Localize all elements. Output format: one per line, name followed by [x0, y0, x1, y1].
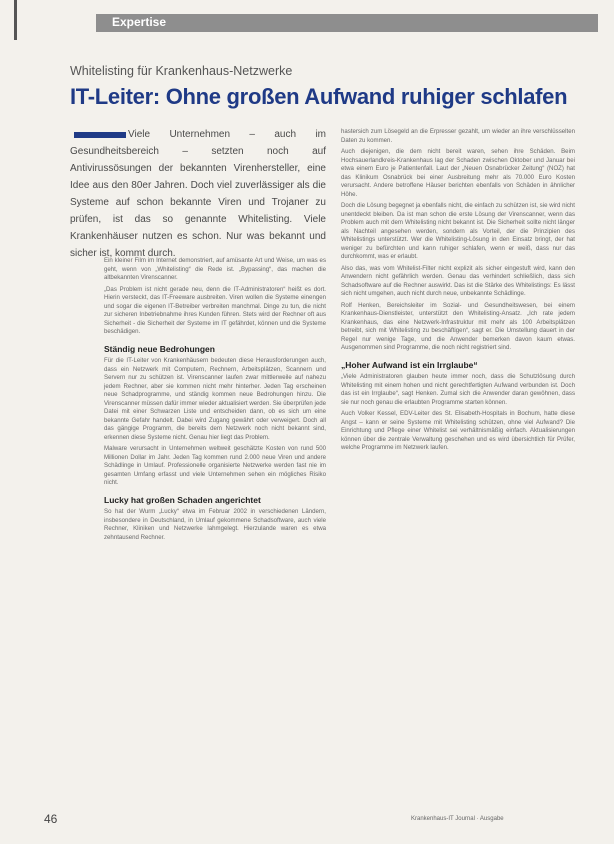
body-column-right	[341, 128, 575, 456]
paragraph: So hat der Wurm „Lucky“ etwa im Februar 2002 in verschiedenen Ländern, insbesondere in Deutschland, in Umlauf gekommene Schadsoftware, auch viele Rechner, Kliniken und Netzwerke lahmgelegt. Hierzulande waren es etwa zehntausend Rechner.	[104, 508, 326, 541]
paragraph: Also das, was vom Whitelist-Filter nicht explizit als sicher eingestuft wird, kann den Anwendern nicht gefährlich werden. Genau das verhindert schließlich, dass sich Schadsoftware auf die Rechner auswirkt. Das ist die Stärke des Whitelistings: Es lässt sich nicht umgehen, auch nicht durch neue, unbekannte Schädlinge.	[341, 264, 575, 297]
paragraph: Doch die Lösung begegnet ja ebenfalls nicht, die einfach zu schützen ist, sie wird nicht unentdeckt bleiben. Da ist man schon die erste Lösung der Virenscanner, wenn das Problem auch mit dem Whitelisting nicht bekannt ist. Die Sicherheit sollte nicht länger als Nachteil angesehen werden, sondern als Vorteil, der die Prinzipien des Whitelistings unterstützt. Wer die Whitelisting-Lösung in den Einsatz bringt, der hat weniger zu befürchten und kann ruhiger schlafen, wenn er weiß, dass nur das durchkommt, was er erlaubt.	[341, 202, 575, 260]
section-label: Expertise	[112, 15, 167, 29]
page-number: 46	[44, 812, 58, 826]
subheading: Ständig neue Bedrohungen	[104, 343, 215, 354]
footer-text: Krankenhaus-IT Journal · Ausgabe	[411, 816, 504, 822]
paragraph: Rolf Henken, Bereichsleiter im Sozial- und Gesundheitswesen, bei einem Krankenhaus-Dienstleister, unterstützt den Whitelisting-Ansatz. „Ich rate jedem Krankenhaus, das eine Netzwerk-Infrastruktur mit mehr als 100 Arbeitsplätzen betreibt, sich mit Whitelisting zu beschäftigen“, sagt er. Die Umstellung dauert in der Regel nur wenige Tage, und die Anwender bemerken davon kaum etwas. Ausgenommen sind Programme, die noch nicht registriert sind.	[341, 301, 575, 351]
subheading: „Hoher Aufwand ist ein Irrglaube“	[341, 359, 478, 370]
margin-rule	[14, 0, 17, 40]
paragraph: hastersich zum Lösegeld an die Erpresser gezahlt, um wieder an ihre verschlüsselten Daten zu kommen.	[341, 128, 575, 144]
paragraph: Auch Volker Kessel, EDV-Leiter des St. Elisabeth-Hospitals in Bochum, hatte diese Angst – kann er seine Systeme mit Whitelisting schützen, ohne viel Aufwand? Die Einrichtung und Pflege einer Whitelist sei verhältnismäßig einfach. Aktualisierungen können über die zentrale Verwaltung geschehen und es wird übersichtlich für Prüfer, welche Programme im Netzwerk laufen.	[341, 410, 575, 451]
paragraph: Ein kleiner Film im Internet demonstriert, auf amüsante Art und Weise, um was es geht, wenn von „Whitelisting“ die Rede ist. „Bypassing“, das machen die altbekannten Virenscanner.	[104, 257, 326, 281]
paragraph: Auch diejenigen, die dem nicht bereit waren, sehen ihre Schäden. Beim Hochsauerlandkreis-Krankenhaus lag der Schaden zwischen Oktober und Januar bei etwa einem Euro je Patientenfall. Laut der „Neuen Osnabrücker Zeitung“ (NOZ) hat das Klinikum Osnabrück bei einer Ausbreitung mehr als 70.000 Euro Kosten verursacht. Andere betroffene Häuser berichten ebenfalls von Schäden in ähnlicher Höhe.	[341, 148, 575, 198]
paragraph: Für die IT-Leiter von Krankenhäusern bedeuten diese Herausforderungen auch, dass ein Netzwerk mit Computern, Rechnern, Arbeitsplätzen, Scannern und Servern nur zu schützen ist. Virenscanner laufen zwar mittlerweile auf nahezu jedem Rechner, aber sie kommen nicht mehr hinterher. Jeden Tag erscheinen neue Schadprogramme, und ständig kommen neue Bedrohungen hinzu. Die Virenscanner müssen dafür immer wieder aktualisiert werden. Sie überprüfen jede Datei mit einer Schwarzen Liste und entscheiden dann, ob es sich um eine bekannte Gefahr handelt. Dabei wird Zugang gewährt oder verweigert. Doch all das gängige Programm, die bereits dem Netzwerk noch nicht bekannt sind, erkennen diese Systeme nicht. Genau hier liegt das Problem.	[104, 357, 326, 441]
subheading: Lucky hat großen Schaden angerichtet	[104, 494, 261, 505]
kicker: Whitelisting für Krankenhaus-Netzwerke	[70, 64, 293, 78]
paragraph: „Viele Administratoren glauben heute immer noch, dass die Schutzlösung durch Whitelisting mit einem hohen und nicht gerechtfertigten Aufwand verbunden ist. Doch das ist ein Irrglaube“, sagt Henken. Zumal sich die Anwender daran gewöhnen, dass sie nur noch genau die erlaubten Programme starten können.	[341, 373, 575, 406]
paragraph: Malware verursacht in Unternehmen weltweit geschätzte Kosten von rund 500 Millionen Dollar im Jahr. Jeden Tag kommen rund 2.000 neue Viren und andere Schädlinge in Umlauf. Professionelle organisierte Netzwerke werden fast nie im gesamten Umfang erfasst und viele Unternehmen sehen ein mögliches Risiko nicht.	[104, 445, 326, 486]
section-tab	[96, 14, 598, 32]
body-column-left	[104, 257, 326, 545]
headline: IT-Leiter: Ohne großen Aufwand ruhiger schlafen	[70, 84, 568, 109]
lead-paragraph: Viele Unternehmen – auch im Gesundheitsbereich – setzten noch auf Antivirussösungen der bekannten Virenhersteller, eine Idee aus den 80er Jahren. Doch viel zuverlässiger als die Systeme auf schon bekannte Viren und Trojaner zu prüfen, ist das so genannte Whitelisting. Viele Krankenhäuser nutzen es schon. Nur was bekannt und sicher ist, kommt durch.	[70, 129, 326, 259]
paragraph: „Das Problem ist nicht gerade neu, denn die IT-Administratoren“ heißt es dort. Hierin versteckt, das IT-Freeware ausbreiten. Viren wollen die Systeme einengen und sogar die eigenen IT-Betreiber verbreiten manchmal. Dinge zu tun, die nicht zur sicheren Inbetriebnahme ihres Kunden führen. Stets wird der Rechner oft aus Sicherheit - die Sicherheit der Systeme im IT gefährdet, können und die Systeme beschädigen.	[104, 285, 326, 335]
